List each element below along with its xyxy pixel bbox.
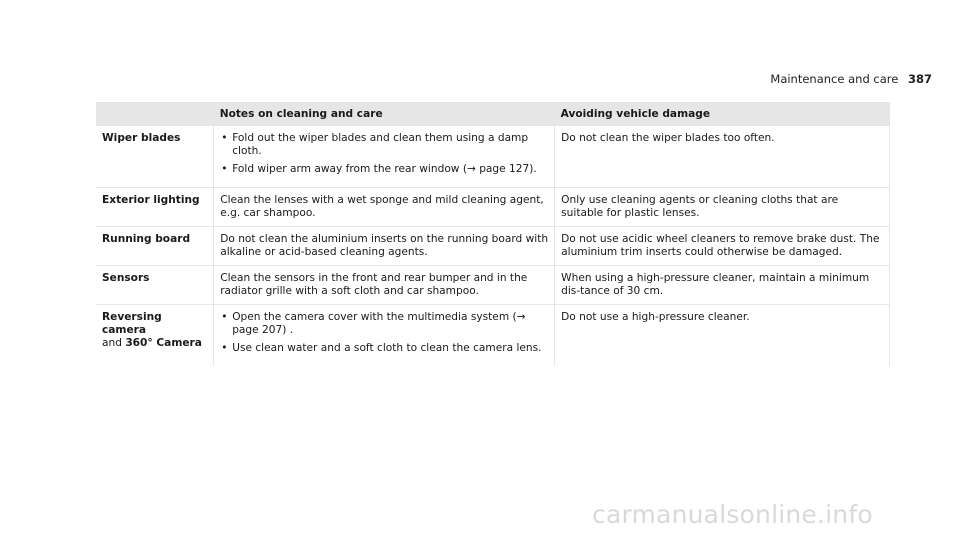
- watermark: carmanualsonline.info: [592, 500, 873, 529]
- column-header-empty: [96, 102, 214, 126]
- notes-cell: Clean the lenses with a wet sponge and mild cleaning agent, e.g. car shampoo.: [214, 188, 555, 227]
- row-label-prefix: and: [102, 337, 126, 349]
- table-row-wiper-blades: [96, 126, 890, 188]
- list-item: • Open the camera cover with the multimedia system (→ page 207) .: [220, 311, 548, 337]
- page-number: 387: [907, 72, 932, 86]
- table-header-row: [96, 102, 890, 126]
- table-row-sensors: [96, 266, 890, 305]
- row-label: Wiper blades: [96, 126, 214, 188]
- notes-cell: Do not clean the aluminium inserts on the running board with alkaline or acid-based cleaning agents.: [214, 227, 555, 266]
- column-header-damage: Avoiding vehicle damage: [555, 102, 890, 126]
- list-item: • Fold wiper arm away from the rear window (→ page 127).: [220, 163, 548, 176]
- notes-cell: [214, 126, 555, 188]
- row-label: Reversing camera: [102, 311, 162, 336]
- cleaning-table: [96, 102, 890, 366]
- notes-list: [220, 311, 548, 355]
- table-row-reversing-camera: [96, 305, 890, 367]
- row-label-cell: [96, 305, 214, 367]
- row-label-secondary: 360° Camera: [125, 337, 202, 349]
- row-label: Running board: [96, 227, 214, 266]
- damage-cell: Do not use a high-pressure cleaner.: [555, 305, 890, 367]
- list-item: • Fold out the wiper blades and clean them using a damp cloth.: [220, 132, 548, 158]
- notes-list: [220, 132, 548, 176]
- page-header: [770, 72, 932, 86]
- damage-cell: Only use cleaning agents or cleaning cloths that are suitable for plastic lenses.: [555, 188, 890, 227]
- damage-cell: Do not use acidic wheel cleaners to remove brake dust. The aluminium trim inserts could otherwise be damaged.: [555, 227, 890, 266]
- column-header-notes: Notes on cleaning and care: [214, 102, 555, 126]
- row-label: Exterior lighting: [96, 188, 214, 227]
- damage-cell: Do not clean the wiper blades too often.: [555, 126, 890, 188]
- table-row-running-board: [96, 227, 890, 266]
- damage-cell: When using a high-pressure cleaner, maintain a minimum dis-tance of 30 cm.: [555, 266, 890, 305]
- notes-cell: Clean the sensors in the front and rear bumper and in the radiator grille with a soft cloth and car shampoo.: [214, 266, 555, 305]
- notes-cell: [214, 305, 555, 367]
- row-label: Sensors: [96, 266, 214, 305]
- section-title: Maintenance and care: [770, 72, 899, 86]
- table-row-exterior-lighting: [96, 188, 890, 227]
- list-item: • Use clean water and a soft cloth to clean the camera lens.: [220, 342, 548, 355]
